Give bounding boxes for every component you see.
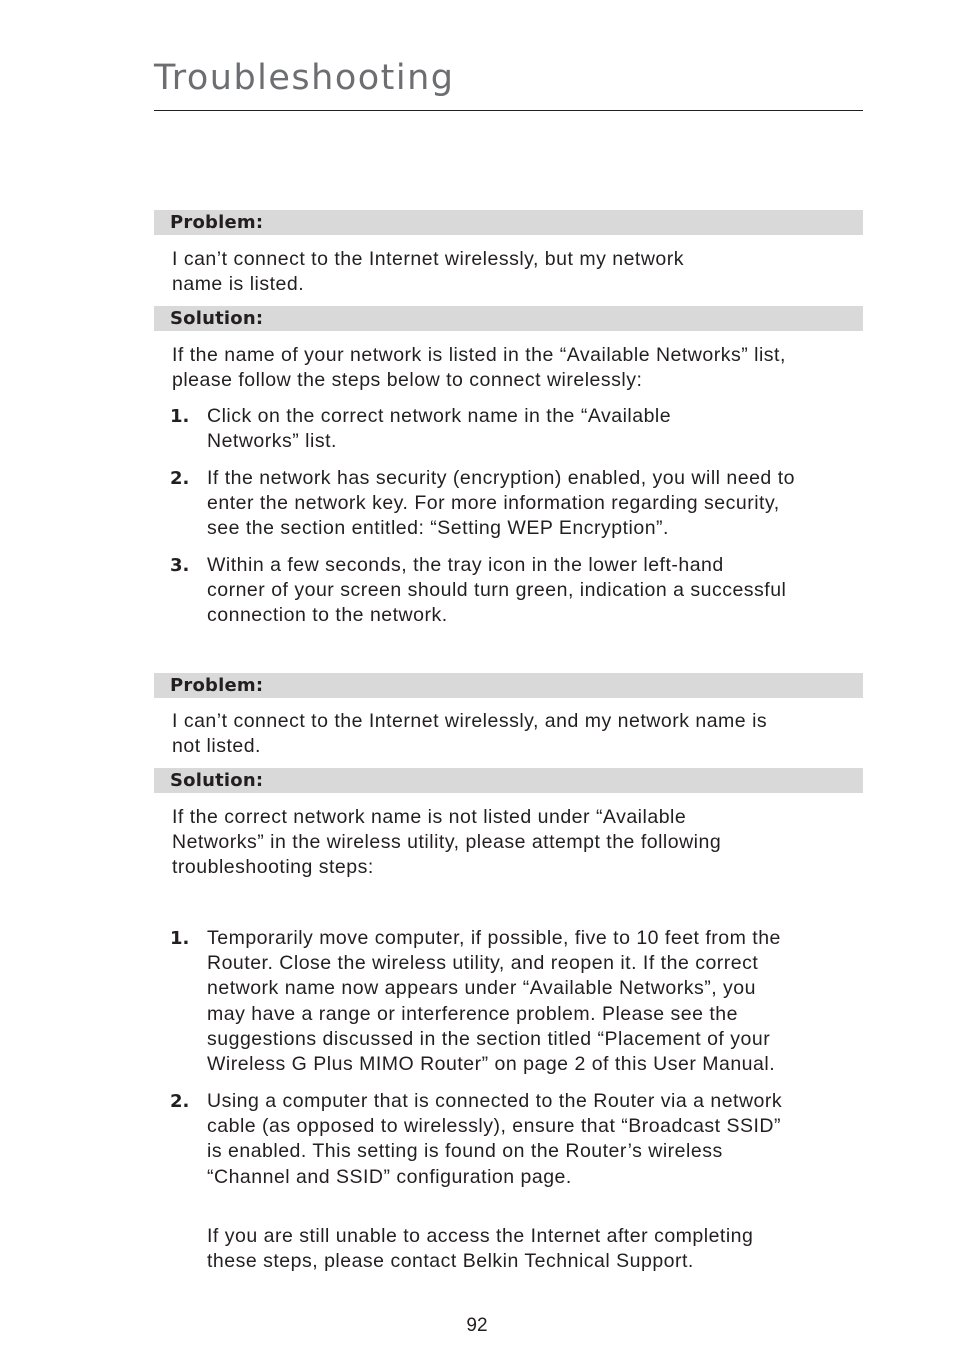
problem-label: Problem:	[170, 675, 264, 696]
step-text: Within a few seconds, the tray icon in the lower left-hand corner of your screen should turn green, indication a successful connection to the network.	[207, 554, 787, 627]
step-text: Click on the correct network name in the “Available Networks” list.	[207, 405, 672, 453]
solution-bar-1	[154, 306, 863, 331]
step-number: 2.	[170, 1091, 190, 1112]
step-text: If the network has security (encryption) enabled, you will need to enter the network key. For more information regarding security, see the section entitled: “Setting WEP Encryption”.	[207, 467, 795, 540]
title-divider	[154, 110, 863, 111]
step-number: 1.	[170, 406, 190, 427]
problem-bar-1	[154, 210, 863, 235]
solution-label: Solution:	[170, 770, 264, 791]
problem-bar-2	[154, 673, 863, 698]
page-title: Troubleshooting	[154, 58, 455, 98]
step-text: Using a computer that is connected to the Router via a network cable (as opposed to wirelessly), ensure that “Broadcast SSID” is enabled. This setting is found on the Router’s wireless “Channel and SSID” configuration page.	[207, 1090, 783, 1188]
problem-text-1	[172, 247, 864, 297]
problem-description: I can’t connect to the Internet wirelessly, but my network name is listed.	[172, 248, 685, 296]
closing-note: If you are still unable to access the Internet after completing these steps, please contact Belkin Technical Support.	[207, 1225, 754, 1273]
problem-label: Problem:	[170, 212, 264, 233]
step-number: 3.	[170, 555, 190, 576]
problem-text-2: I can’t connect to the Internet wirelessly, and my network name is not listed.	[172, 710, 768, 758]
solution-intro-2: If the correct network name is not listed under “Available Networks” in the wireless utility, please attempt the following troubleshooting steps:	[172, 806, 722, 879]
step-number: 2.	[170, 468, 190, 489]
solution-bar-2	[154, 768, 863, 793]
step-text: Temporarily move computer, if possible, five to 10 feet from the Router. Close the wireless utility, and reopen it. If the correct network name now appears under “Available Networks”, you may have a range or interference problem. Please see the suggestions discussed in the section titled “Placement of your Wireless G Plus MIMO Router” on page 2 of this User Manual.	[207, 927, 781, 1076]
step-number: 1.	[170, 928, 190, 949]
solution-intro-1: If the name of your network is listed in the “Available Networks” list, please follow the steps below to connect wirelessly:	[172, 344, 786, 392]
solution-label: Solution:	[170, 308, 264, 329]
page-number: 92	[466, 1315, 488, 1336]
